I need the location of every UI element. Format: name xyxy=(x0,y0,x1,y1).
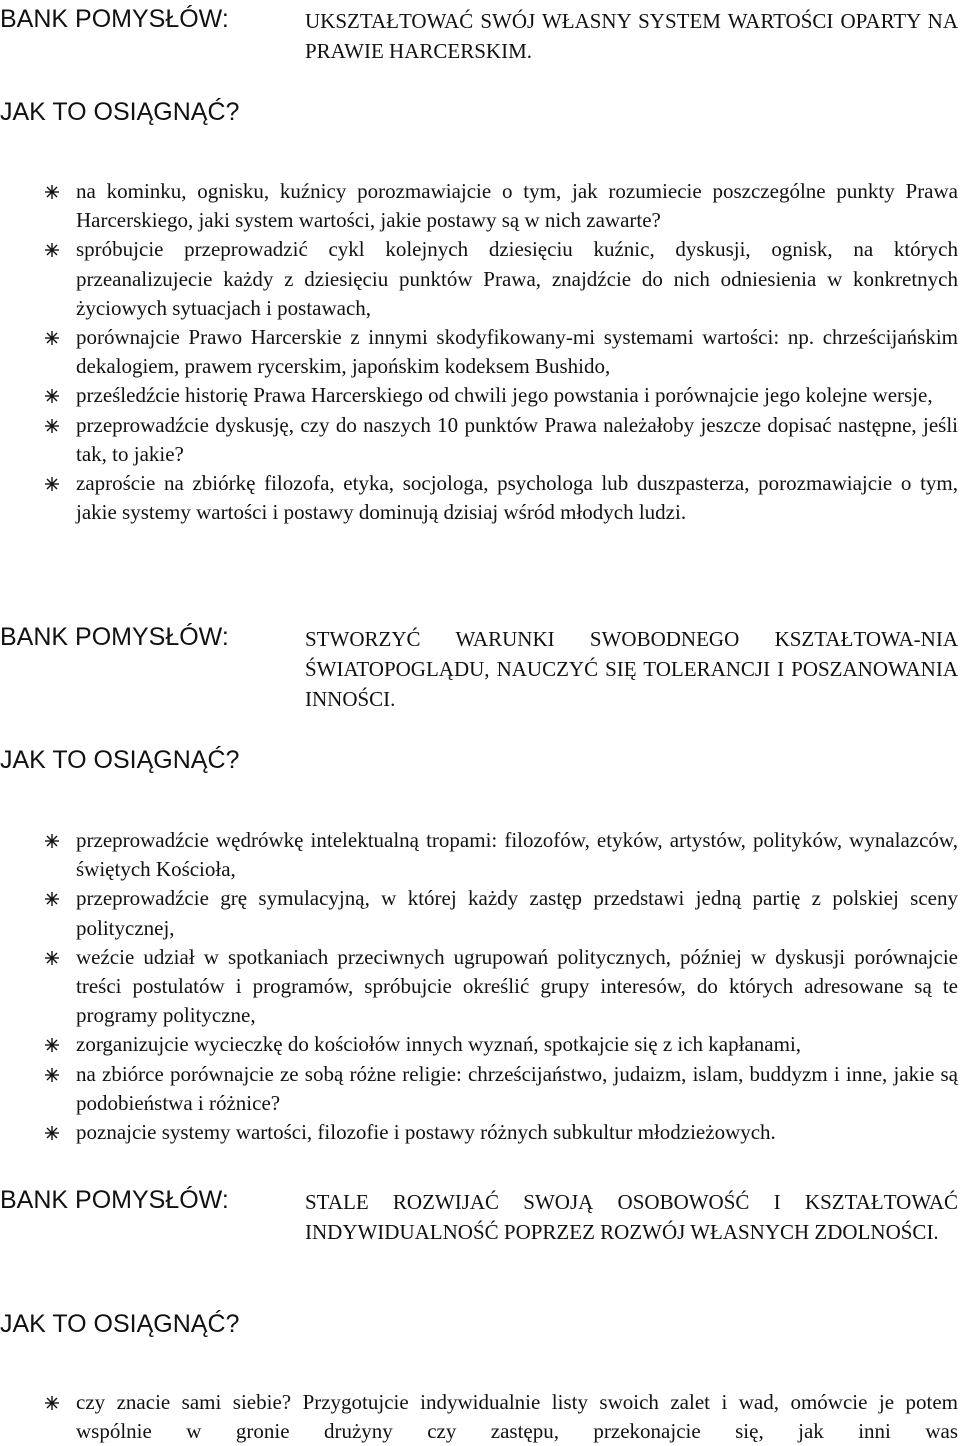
idea-text: na kominku, ognisku, kuźnicy porozmawiajcie o tym, jak rozumiecie poszczególne punkty Prawa Harcerskiego, jaki system wartości, jakie postawy są w nich zawarte? xyxy=(76,179,958,233)
list-item xyxy=(0,1030,958,1059)
bank-header-2 xyxy=(0,622,958,714)
idea-text: przeprowadźcie grę symulacyjną, w której każdy zastęp przedstawi jedną partię z polskiej sceny politycznej, xyxy=(76,886,958,940)
snowflake-icon xyxy=(44,1395,60,1411)
list-item xyxy=(0,381,958,410)
bank-label: BANK POMYSŁÓW: xyxy=(0,623,229,651)
snowflake-icon xyxy=(44,833,60,849)
bank-header-1 xyxy=(0,4,958,66)
snowflake-icon xyxy=(44,1037,60,1053)
idea-text: prześledźcie historię Prawa Harcerskiego od chwili jego powstania i porównajcie jego kolejne wersje, xyxy=(76,383,933,408)
idea-text: przeprowadźcie wędrówkę intelektualną tropami: filozofów, etyków, artystów, polityków, wynalazców, świętych Kościoła, xyxy=(76,828,958,882)
list-item xyxy=(0,235,958,323)
idea-text: czy znacie sami siebie? Przygotujcie indywidualnie listy swoich zalet i wad, omówcie je potem wspólnie w gronie drużyny czy zastępu, przekonajcie się, jak inni was xyxy=(76,1390,958,1444)
list-item xyxy=(0,323,958,381)
bank-label: BANK POMYSŁÓW: xyxy=(0,1186,229,1214)
bank-goal: UKSZTAŁTOWAĆ SWÓJ WŁASNY SYSTEM WARTOŚCI OPARTY NA PRAWIE HARCERSKIM. xyxy=(305,9,958,63)
idea-list-3 xyxy=(0,1388,958,1446)
idea-text: zaproście na zbiórkę filozofa, etyka, socjologa, psychologa lub duszpasterza, porozmawiajcie o tym, jakie systemy wartości i postawy dominują dzisiaj wśród młodych ludzi. xyxy=(76,471,958,525)
list-item xyxy=(0,177,958,235)
idea-text: zorganizujcie wycieczkę do kościołów innych wyznań, spotkajcie się z ich kapłanami, xyxy=(76,1032,802,1057)
how-heading: JAK TO OSIĄGNĄĆ? xyxy=(0,1310,240,1338)
idea-text: porównajcie Prawo Harcerskie z innymi skodyfikowany-mi systemami wartości: np. chrześcijańskim dekalogiem, prawem rycerskim, japońskim kodeksem Bushido, xyxy=(76,325,958,379)
snowflake-icon xyxy=(44,476,60,492)
list-item xyxy=(0,469,958,527)
bank-goal: STALE ROZWIJAĆ SWOJĄ OSOBOWOŚĆ I KSZTAŁTOWAĆ INDYWIDUALNOŚĆ POPRZEZ ROZWÓJ WŁASNYCH ZDOLNOŚCI. xyxy=(305,1190,958,1244)
idea-text: przeprowadźcie dyskusję, czy do naszych 10 punktów Prawa należałoby jeszcze dopisać następne, jeśli tak, to jakie? xyxy=(76,412,958,466)
bank-header-3 xyxy=(0,1185,958,1247)
idea-list-2 xyxy=(0,826,958,1147)
list-item xyxy=(0,1388,958,1446)
idea-text: poznajcie systemy wartości, filozofie i postawy różnych subkultur młodzieżowych. xyxy=(76,1120,776,1145)
snowflake-icon xyxy=(44,242,60,258)
list-item xyxy=(0,884,958,942)
how-heading: JAK TO OSIĄGNĄĆ? xyxy=(0,746,240,774)
snowflake-icon xyxy=(44,330,60,346)
idea-text: spróbujcie przeprowadzić cykl kolejnych dziesięciu kuźnic, dyskusji, ognisk, na których przeanalizujecie każdy z dziesięciu punktów Prawa, znajdźcie do nich odniesienia w konkretnych życiowych sytuacjach i postawach, xyxy=(76,237,958,320)
list-item xyxy=(0,411,958,469)
snowflake-icon xyxy=(44,891,60,907)
list-item xyxy=(0,1118,958,1147)
bank-label: BANK POMYSŁÓW: xyxy=(0,5,229,33)
snowflake-icon xyxy=(44,184,60,200)
list-item xyxy=(0,1060,958,1118)
idea-text: na zbiórce porównajcie ze sobą różne religie: chrześcijaństwo, judaizm, islam, buddyzm i inne, jakie są podobieństwa i różnice? xyxy=(76,1061,958,1115)
snowflake-icon xyxy=(44,418,60,434)
bank-goal: STWORZYĆ WARUNKI SWOBODNEGO KSZTAŁTOWA-NIA ŚWIATOPOGLĄDU, NAUCZYĆ SIĘ TOLERANCJI I POSZANOWANIA INNOŚCI. xyxy=(305,627,958,711)
snowflake-icon xyxy=(44,950,60,966)
list-item xyxy=(0,826,958,884)
idea-text: weźcie udział w spotkaniach przeciwnych ugrupowań politycznych, później w dyskusji porównajcie treści postulatów i programów, spróbujcie określić grupy interesów, do których adresowane są te programy polityczne, xyxy=(76,944,958,1028)
list-item xyxy=(0,943,958,1031)
snowflake-icon xyxy=(44,1067,60,1083)
snowflake-icon xyxy=(44,1125,60,1141)
idea-list-1 xyxy=(0,177,958,527)
snowflake-icon xyxy=(44,388,60,404)
how-heading: JAK TO OSIĄGNĄĆ? xyxy=(0,98,240,126)
